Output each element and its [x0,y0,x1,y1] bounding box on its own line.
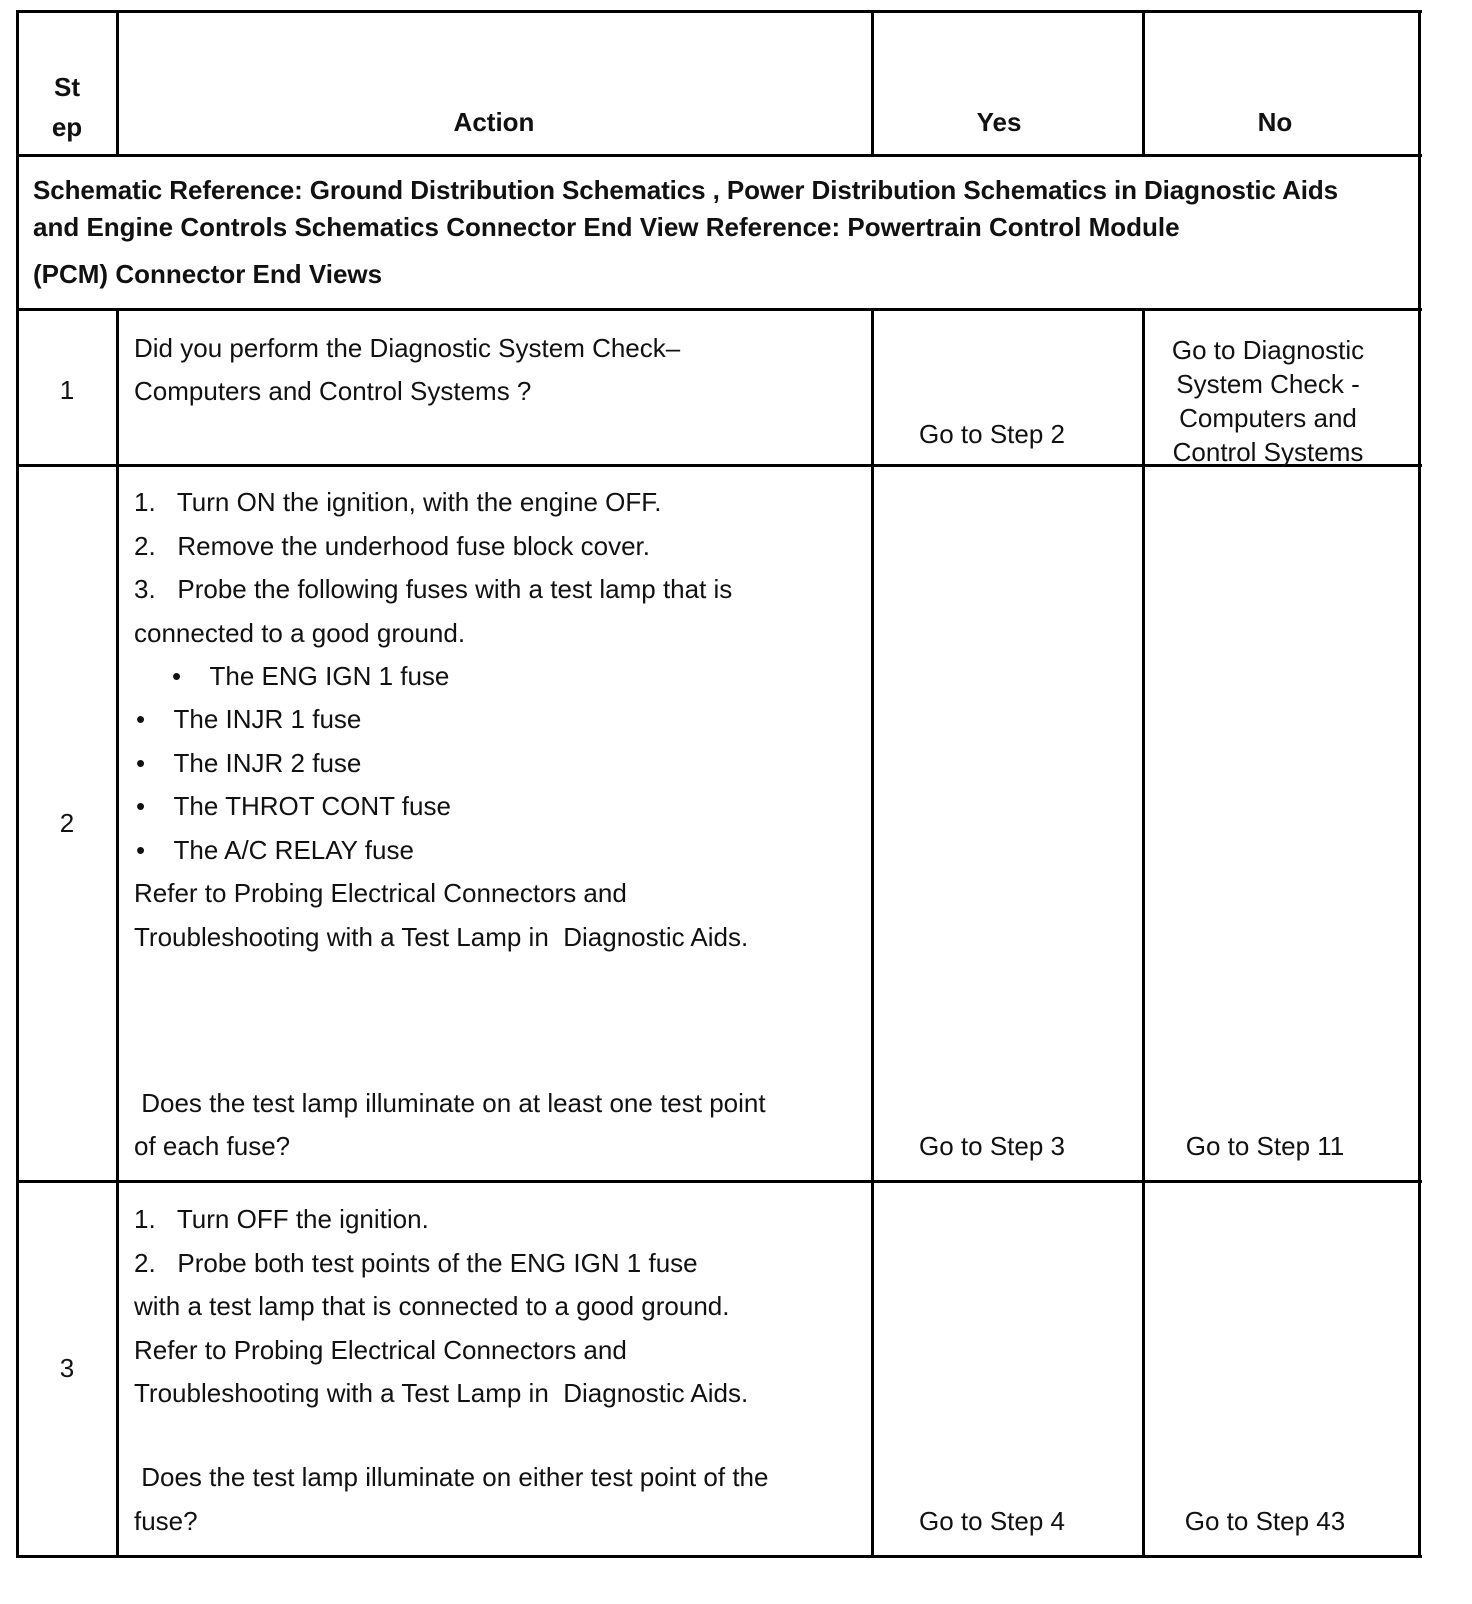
action-line: 3. Probe the following fuses with a test lamp that is [134,574,733,604]
step-column-divider [116,308,119,1558]
table-border-left [16,10,19,1558]
no-result: Go to Step 11 [1185,1131,1345,1161]
reference-line: (PCM) Connector End Views [33,259,383,289]
reference-row-divider [16,308,1422,311]
action-line: Troubleshooting with a Test Lamp in Diagnostic Aids. [134,1378,749,1408]
header-no: No [1257,107,1293,137]
no-result [1145,333,1391,469]
action-line: 1. Turn OFF the ignition. [134,1204,429,1234]
reference-line: Schematic Reference: Ground Distribution Schematics , Power Distribution Schematics in Diagnostic Aids [33,175,1339,205]
action-line: Troubleshooting with a Test Lamp in Diagnostic Aids. [134,922,749,952]
table-border-right [1418,10,1421,1558]
bullet-item: • The THROT CONT fuse [136,791,451,821]
no-result-line: Computers and [1179,403,1357,433]
no-result-line: Go to Diagnostic [1171,335,1365,365]
action-line: Refer to Probing Electrical Connectors and [134,878,627,908]
question-line: of each fuse? [134,1131,291,1161]
action-line: Did you perform the Diagnostic System Check– [134,333,681,363]
table-border-bottom [16,1555,1422,1558]
question-line: Does the test lamp illuminate on either test point of the [134,1462,769,1492]
yes-result: Go to Step 3 [919,1131,1065,1161]
action-line: 2. Probe both test points of the ENG IGN 1 fuse [134,1248,698,1278]
header-step-line: St [54,72,80,102]
action-line: with a test lamp that is connected to a good ground. [134,1291,730,1321]
question-line: Does the test lamp illuminate on at least one test point [134,1088,766,1118]
action-line: Refer to Probing Electrical Connectors and [134,1335,627,1365]
bullet-item: • The INJR 2 fuse [136,748,362,778]
header-step-line: ep [51,112,83,142]
action-line: 2. Remove the underhood fuse block cover. [134,531,650,561]
step-number: 2 [59,808,75,838]
action-line: Computers and Control Systems ? [134,376,532,406]
action-column-divider [871,308,874,1558]
reference-line: and Engine Controls Schematics Connector End View Reference: Powertrain Control Module [33,212,1180,242]
header-row-divider [16,154,1422,157]
yes-column-divider [1142,308,1145,1558]
header-action: Action [453,107,535,137]
header-step [19,67,115,147]
action-line: 1. Turn ON the ignition, with the engine OFF. [134,487,662,517]
bullet-item: • The ENG IGN 1 fuse [172,661,450,691]
yes-result: Go to Step 2 [919,419,1065,449]
step-number: 1 [59,375,75,405]
bullet-item: • The A/C RELAY fuse [136,835,414,865]
no-result-line: Control Systems [1172,437,1364,467]
step-number: 3 [59,1353,75,1383]
yes-result: Go to Step 4 [919,1506,1065,1536]
bullet-item: • The INJR 1 fuse [136,704,362,734]
no-result: Go to Step 43 [1184,1506,1346,1536]
step-2-row-divider [16,1180,1422,1183]
table-border-top [16,10,1422,13]
no-result-line: System Check - [1176,369,1360,399]
header-yes: Yes [976,107,1022,137]
action-line: connected to a good ground. [134,618,466,648]
question-line: fuse? [134,1506,198,1536]
